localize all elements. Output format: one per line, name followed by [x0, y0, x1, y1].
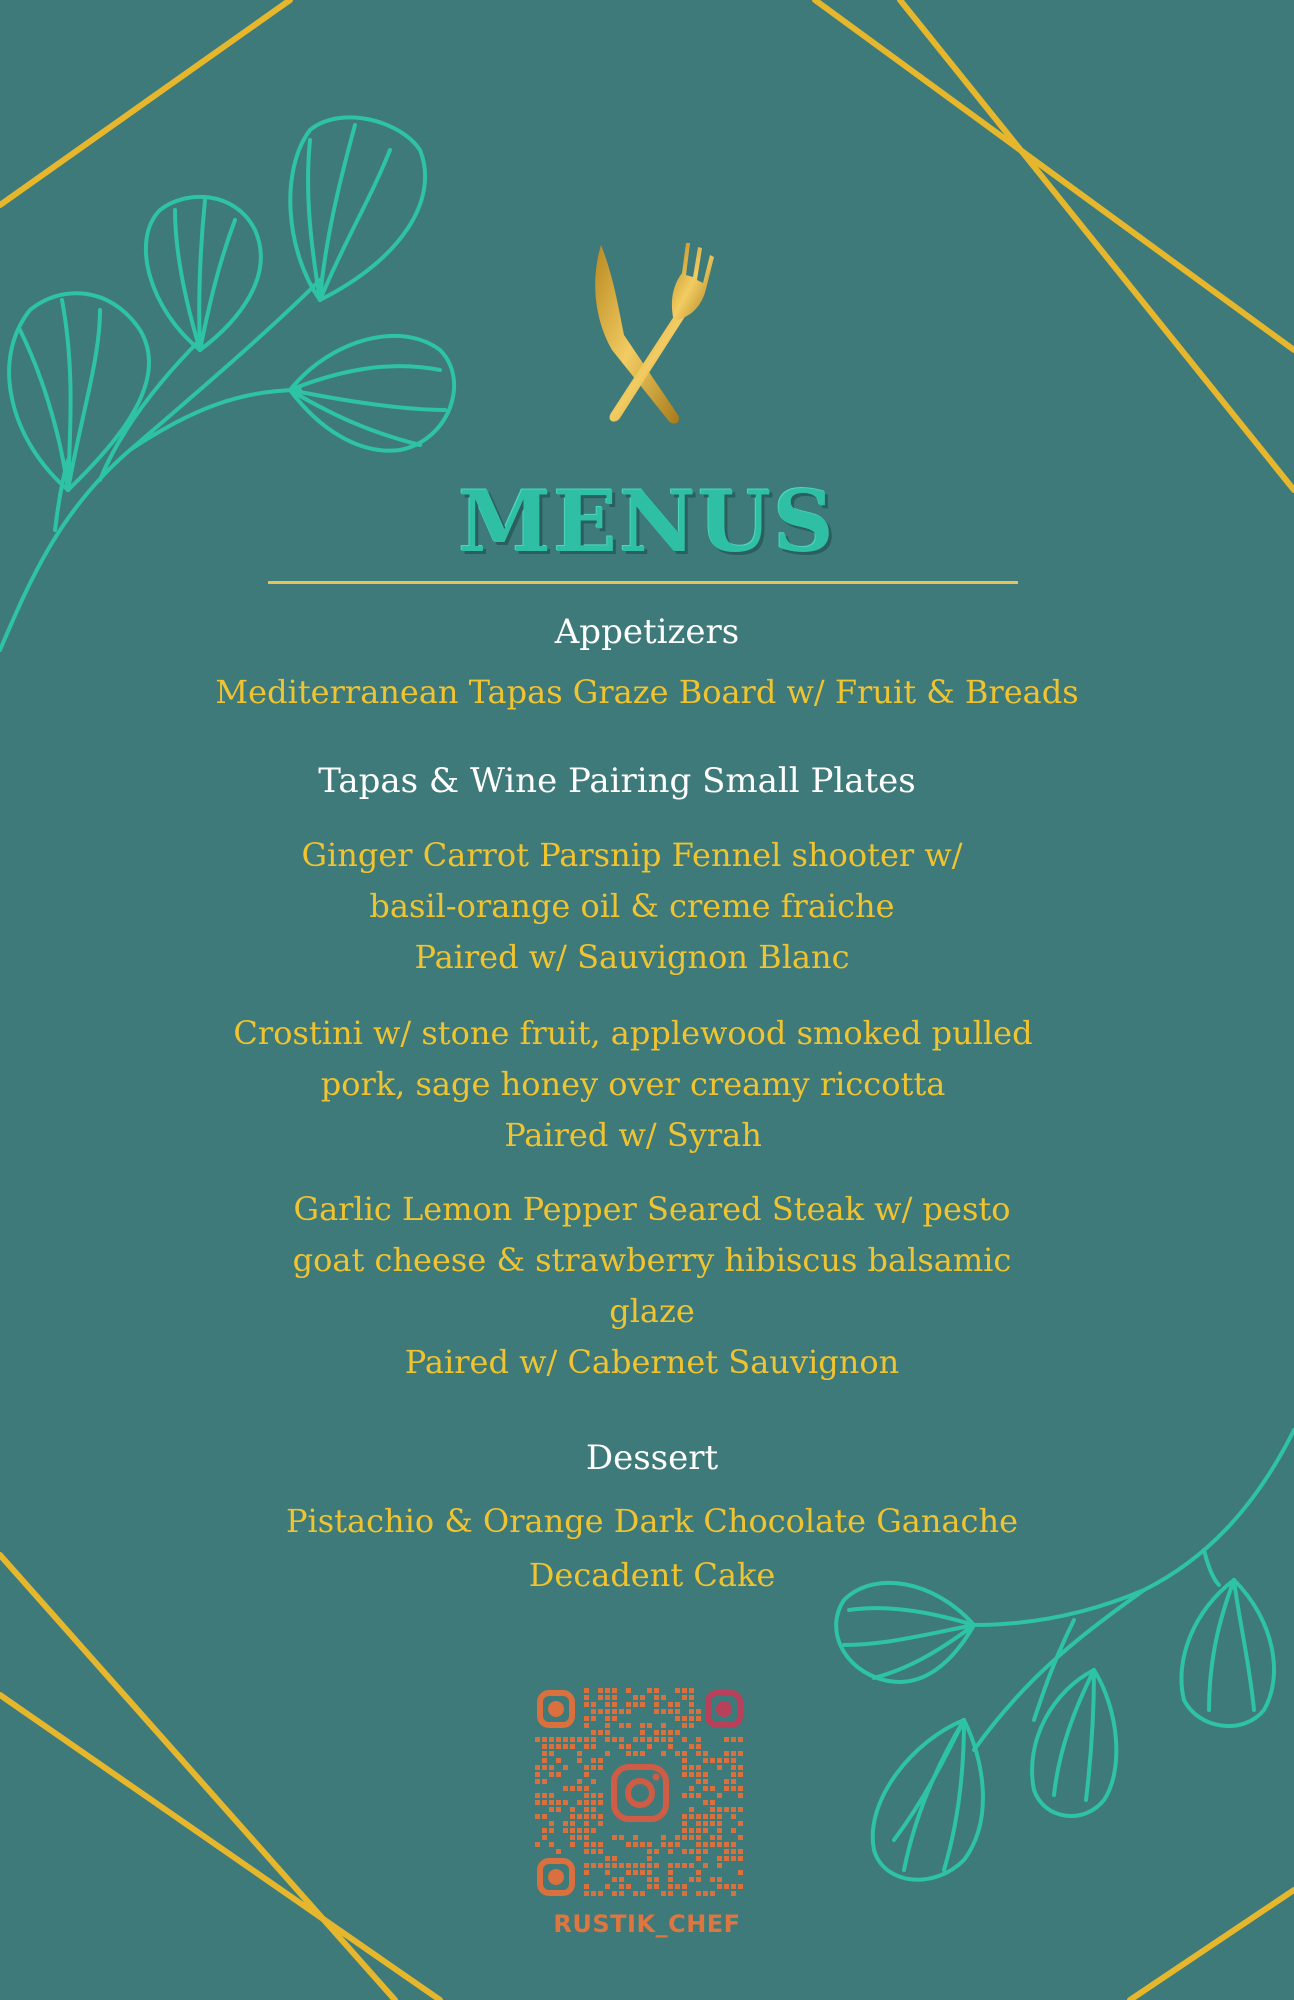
menu-item — [0, 830, 1294, 983]
menu-item-line: Garlic Lemon Pepper Seared Steak w/ pesto — [293, 1190, 1011, 1228]
section-heading-appetizers: Appetizers — [554, 612, 740, 652]
menu-item — [0, 1008, 1294, 1161]
section-heading-tapas: Tapas & Wine Pairing Small Plates — [318, 761, 916, 801]
menu-item-pairing: Paired w/ Syrah — [504, 1116, 762, 1154]
menu-item-line: Decadent Cake — [528, 1556, 776, 1594]
instagram-qr-code[interactable] — [535, 1688, 745, 1898]
menu-item-pairing: Paired w/ Cabernet Sauvignon — [404, 1343, 900, 1381]
menu-item-line: basil-orange oil & creme fraiche — [369, 887, 895, 925]
menu-item-line: Mediterranean Tapas Graze Board w/ Fruit & Breads — [215, 673, 1079, 711]
section-heading-dessert: Dessert — [585, 1438, 719, 1478]
menu-item-line: pork, sage honey over creamy riccotta — [320, 1065, 946, 1103]
menu-item-line: Ginger Carrot Parsnip Fennel shooter w/ — [301, 836, 963, 874]
page-title: MENUS — [458, 472, 836, 571]
menu-item-line: Crostini w/ stone fruit, applewood smoked pulled — [233, 1014, 1033, 1052]
title-divider — [268, 581, 1018, 584]
fork-knife-icon — [578, 235, 718, 435]
menu-item-line: goat cheese & strawberry hibiscus balsamic — [292, 1241, 1012, 1279]
menu-item — [0, 1494, 1294, 1602]
menu-item — [0, 1184, 1294, 1388]
menu-item-line: Pistachio & Orange Dark Chocolate Ganache — [285, 1502, 1018, 1540]
menu-item-line: glaze — [609, 1292, 695, 1330]
menu-item-pairing: Paired w/ Sauvignon Blanc — [414, 938, 850, 976]
menu-item — [0, 667, 1294, 718]
instagram-handle[interactable]: RUSTIK_CHEF — [553, 1910, 741, 1938]
